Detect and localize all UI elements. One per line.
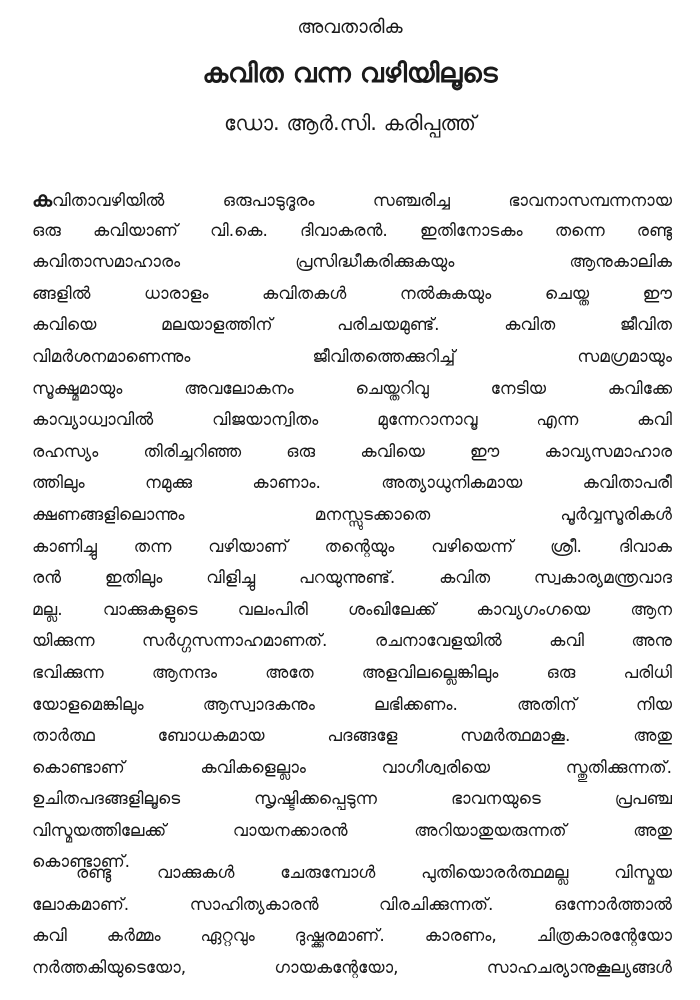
text-line: വിസ്മയത്തിലേക്ക് വായനക്കാരൻ അറിയാതുയരുന്നത് അതു [32,820,672,841]
text-line: താർത്ഥ ബോധകമായ പദങ്ങളേ സമർത്ഥമാകൂ. അതു [32,726,672,747]
text-line: ത്തിലും നമുക്കു കാണാം. അത്യാധുനികമായ കവിതാപരീ [32,473,672,494]
text-line: സൂക്ഷ്മമായും അവലോകനം ചെയ്തറിവു നേടിയ കവിക്കേ [32,378,672,399]
text-line: ങ്ങളിൽ ധാരാളം കവിതകൾ നൽകുകയും ചെയ്ത ഈ [32,283,672,304]
text-line: രൻ ഇതിലും വിളിച്ചു പറയുന്നുണ്ട്. കവിത സ്വകാര്യമന്ത്രവാദ [32,568,672,589]
text-line: ഭവിക്കുന്ന ആനന്ദം അതേ അളവിലല്ലെങ്കിലും ഒരു പരിധി [32,662,672,683]
text-line: കാവ്യാധ്വാവിൽ വിജയാന്വിതം മുന്നേറാനാവൂ എന്ന കവി [32,410,672,431]
text-line: വിമർശനമാണെന്നും ജീവിതത്തെക്കുറിച്ച് സമഗ്രമായും [32,346,672,367]
text-line: യോളമെങ്കിലും ആസ്വാദകനും ലഭിക്കണം. അതിന് നിയ [32,694,672,715]
text-line: കവിയെ മലയാളത്തിന് പരിചയമുണ്ട്. കവിത ജീവിത [32,315,672,336]
text-line: മല്ല. വാക്കുകളുടെ വലംപിരി ശംഖിലേക്ക് കാവ്യഗംഗയെ ആന [32,599,672,620]
text-line: കൊണ്ടാണ് കവികളെല്ലാം വാഗീശ്വരിയെ സ്തുതിക്കുന്നത്. [32,757,672,778]
text-line: ഒരു കവിയാണ് വി.കെ. ദിവാകരൻ. ഇതിനോടകം തന്നെ രണ്ടു [32,220,672,241]
text-line-content: വിതാവഴിയിൽ ഒരുപാടുദൂരം സഞ്ചരിച്ച ഭാവനാസമ്പന്നനായ [52,191,672,211]
paragraph-1 [32,184,672,879]
section-kicker: അവതാരിക [297,16,403,38]
text-line: യിക്കുന്ന സർഗ്ഗസന്നാഹമാണത്. രചനാവേളയിൽ കവി അനു [32,631,672,652]
chapter-title: കവിത വന്ന വഴിയിലൂടെ [202,58,498,89]
text-line: രഹസ്യം തിരിച്ചറിഞ്ഞ ഒരു കവിയെ ഈ കാവ്യസമാഹാര [32,441,672,462]
text-line: ലോകമാണ്. സാഹിത്യകാരൻ വിരചിക്കുന്നത്. ഒന്നോർത്താൽ [32,894,672,915]
paragraph-2 [32,858,672,984]
text-line: രണ്ടു വാക്കുകൾ ചേരുമ്പോൾ പുതിയൊരർത്ഥമല്ല വിസ്മയ [76,863,672,883]
text-line: ഉചിതപദങ്ങളിലൂടെ സൃഷ്ടിക്കപ്പെടുന്ന ഭാവനയുടെ പ്രപഞ്ച [32,789,672,810]
text-line: കവി കർമ്മം ഏറ്റവും ദുഷ്ക്കരമാണ്. കാരണം, ചിത്രകാരന്റേയോ [32,926,672,947]
text-line: കൊണ്ടാണ്. [32,852,131,873]
text-line: കാണിച്ചു തന്ന വഴിയാണ് തന്റെയും വഴിയെന്ന് ശ്രീ. ദിവാക [32,536,672,557]
text-line [32,184,672,216]
text-line: നർത്തകിയുടെയോ, ഗായകന്റേയോ, സാഹചര്യാനുകൂല്യങ്ങൾ [32,957,672,978]
author-name: ഡോ. ആർ.സി. കരിപ്പത്ത് [224,111,476,135]
text-line: കവിതാസമാഹാരം പ്രസിദ്ധീകരിക്കുകയും ആനുകാലിക [32,252,672,273]
text-line: ക്ഷണങ്ങളിലൊന്നും മനസ്സുടക്കാതെ പൂർവ്വസൂരികൾ [32,504,672,525]
drop-letter: ക [32,187,53,211]
